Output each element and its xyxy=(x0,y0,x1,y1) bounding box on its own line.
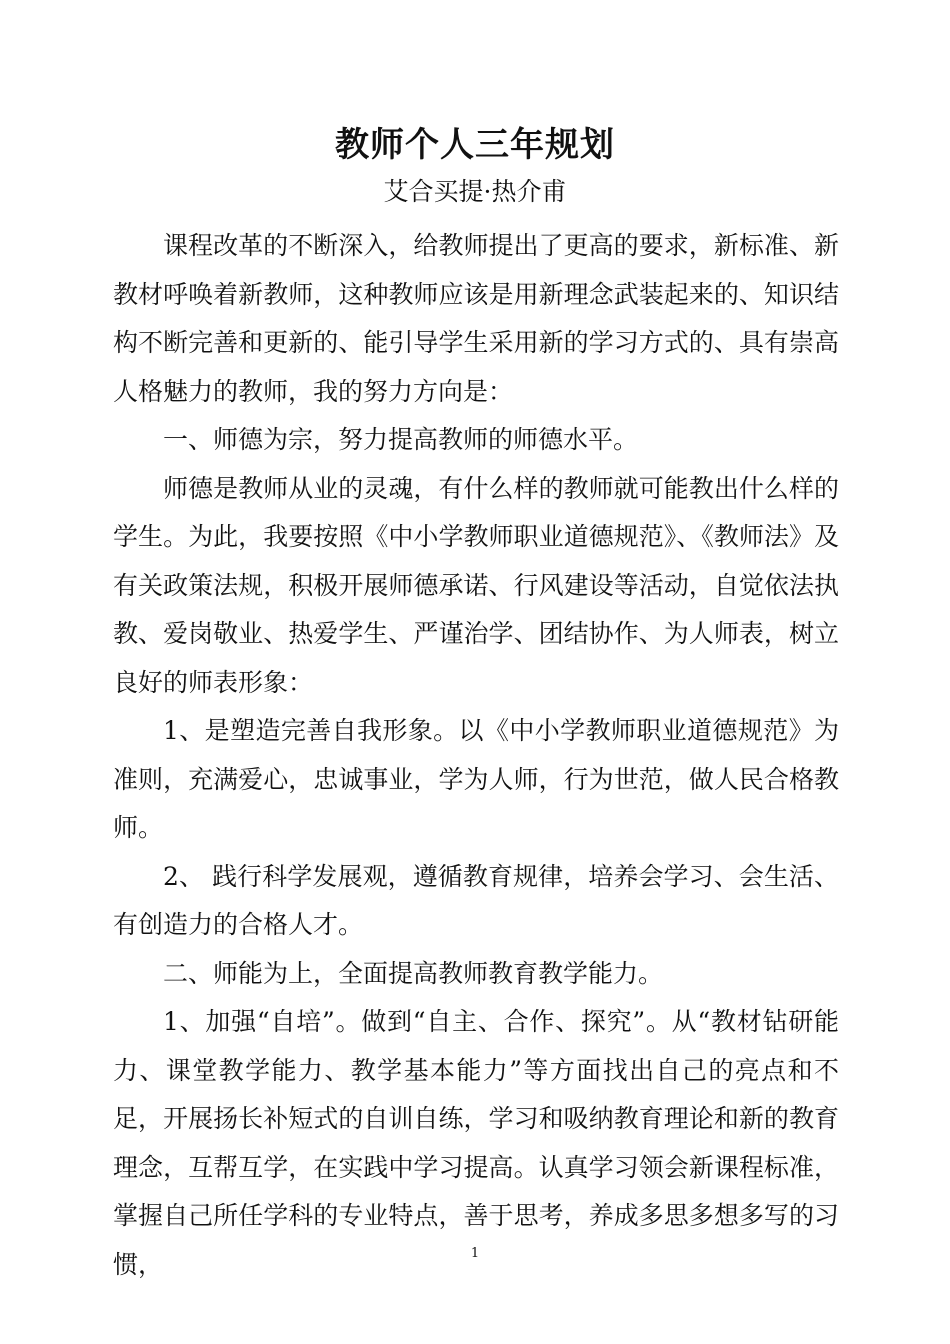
paragraph-section-1: 师德是教师从业的灵魂，有什么样的教师就可能教出什么样的学生。为此，我要按照《中小学教师职业道德规范》、《教师法》及有关政策法规，积极开展师德承诺、行风建设等活动，自觉依法执教、爱岗敬业、热爱学生、严谨治学、团结协作、为人师表，树立良好的师表形象： xyxy=(113,473,839,697)
list-item-1-1: 1、是塑造完善自我形象。以《中小学教师职业道德规范》为准则，充满爱心，忠诚事业，学为人师，行为世范，做人民合格教师。 xyxy=(113,716,839,842)
paragraph-intro: 课程改革的不断深入，给教师提出了更高的要求，新标准、新教材呼唤着新教师，这种教师应该是用新理念武装起来的、知识结构不断完善和更新的、能引导学生采用新的学习方式的、具有崇高人格魅力的教师，我的努力方向是： xyxy=(113,231,839,406)
document-title: 教师个人三年规划 xyxy=(335,125,615,165)
list-item-1-2: 2、 践行科学发展观，遵循教育规律，培养会学习、会生活、有创造力的合格人才。 xyxy=(113,861,839,939)
heading-section-1: 一、师德为宗，努力提高教师的师德水平。 xyxy=(163,425,639,454)
heading-section-2: 二、师能为上，全面提高教师教育教学能力。 xyxy=(163,958,664,988)
list-item-2-1: 1、加强“自培”。做到“自主、合作、探究”。从“教材钻研能力、课堂教学能力、教学基本能力”等方面找出自己的亮点和不足，开展扬长补短式的自训自练，学习和吸纳教育理论和新的教育理念，互帮互学，在实践中学习提高。认真学习领会新课程标准，掌握自己所任学科的专业特点，善于思考，养成多思多想多写的习惯， xyxy=(113,1007,839,1279)
document-author: 艾合买提·热介甫 xyxy=(383,177,567,206)
document-body xyxy=(113,222,839,1289)
page-number: 1 xyxy=(470,1246,480,1261)
